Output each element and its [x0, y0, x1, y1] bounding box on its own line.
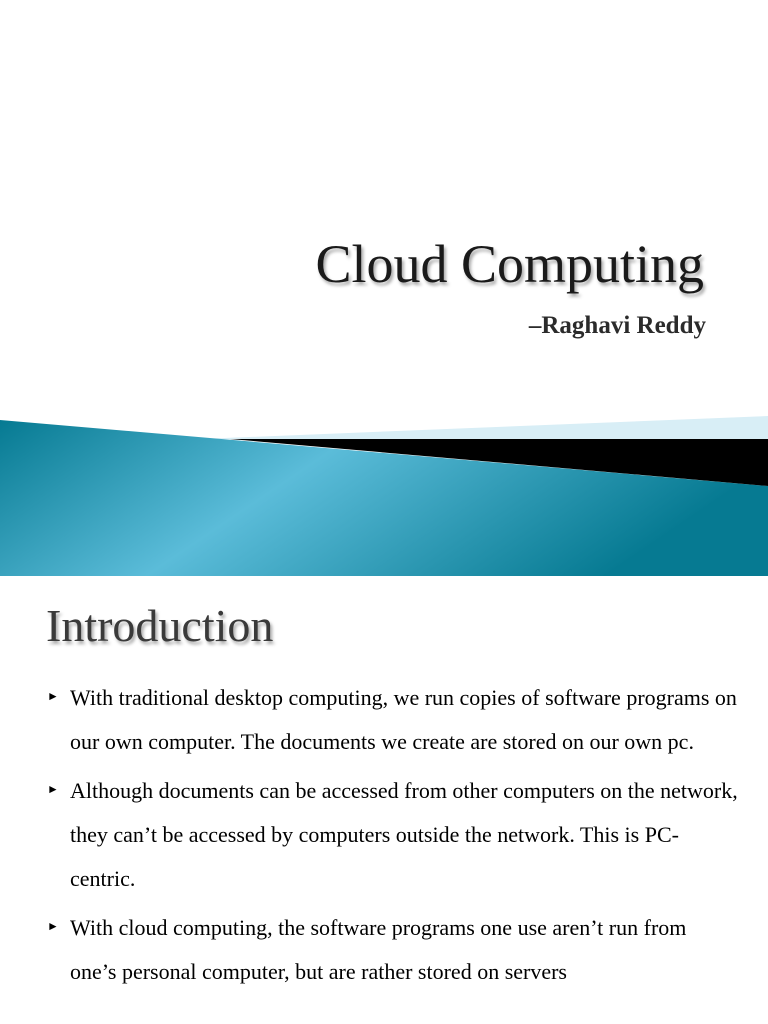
list-item — [0, 769, 768, 901]
bullet-text: With cloud computing, the software programs one use aren’t run from one’s personal computer, but are rather stored on servers — [70, 915, 687, 984]
list-item — [0, 676, 768, 764]
triangle-right-icon: ► — [47, 919, 59, 933]
triangle-right-icon: ► — [47, 689, 59, 703]
banner-pale-band — [200, 416, 768, 439]
slide-heading: Introduction — [46, 600, 274, 651]
bullet-text: With traditional desktop computing, we run copies of software programs on our own computer. The documents we create are stored on our own pc. — [70, 685, 737, 754]
triangle-right-icon: ► — [47, 782, 59, 796]
list-item — [0, 906, 768, 994]
bullet-list — [0, 676, 768, 999]
introduction-slide — [0, 576, 768, 1024]
decorative-banner — [0, 412, 768, 576]
slide-title: Cloud Computing — [315, 234, 704, 294]
slide-subtitle: –Raghavi Reddy — [528, 312, 706, 339]
bullet-text: Although documents can be accessed from other computers on the network, they can’t be accessed by computers outside the network. This is PC-centric. — [70, 778, 738, 891]
